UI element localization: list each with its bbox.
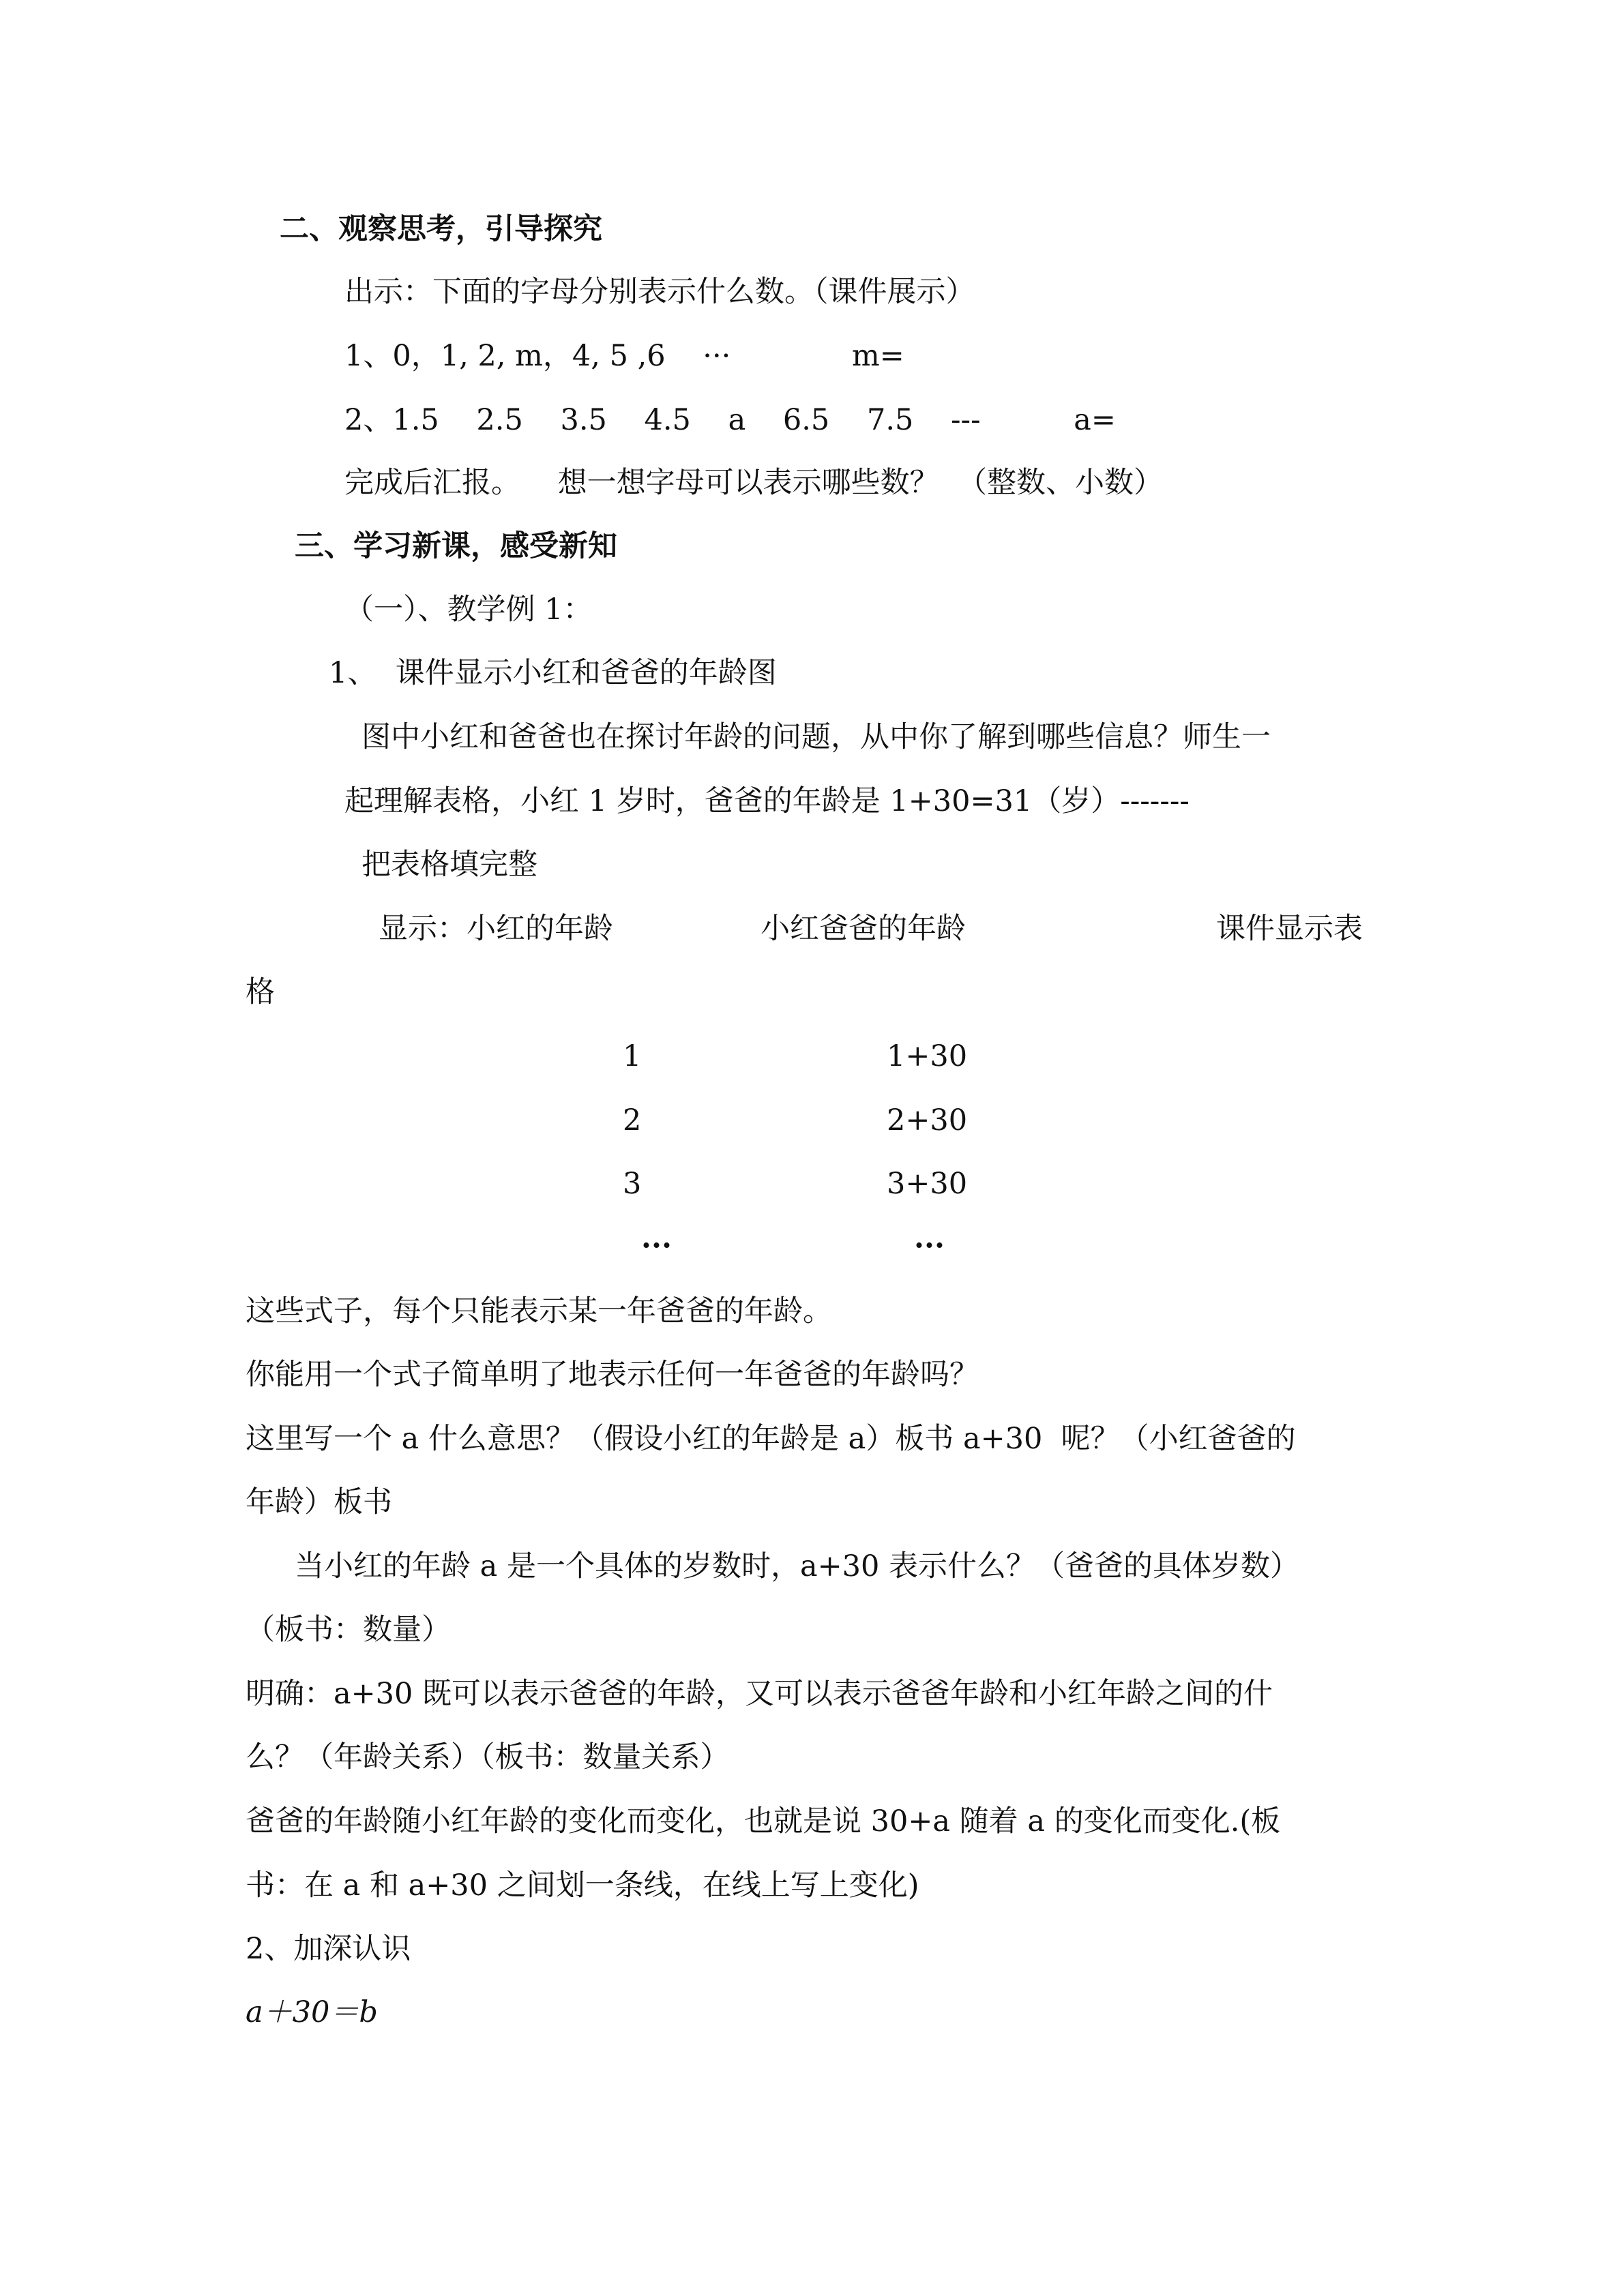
paragraph-clarify-line2: 么？（年龄关系）（板书：数量关系） bbox=[246, 1740, 730, 1774]
paragraph-quantity-line1: 当小红的年龄 a 是一个具体的岁数时，a+30 表示什么？（爸爸的具体岁数） bbox=[295, 1549, 1300, 1583]
paragraph-show-prompt: 出示：下面的字母分别表示什么数。（课件展示） bbox=[344, 275, 975, 309]
table-cell-child: 2 bbox=[623, 1103, 642, 1137]
table-header-child-age: 显示：小红的年龄 bbox=[379, 912, 613, 946]
table-cell-child: 1 bbox=[623, 1039, 642, 1073]
table-header-dad-age: 小红爸爸的年龄 bbox=[761, 912, 966, 946]
table-cell-dad: 1+30 bbox=[887, 1039, 968, 1073]
sequence-1: 1、0，1, 2, m，4, 5 ,6 ··· m= bbox=[344, 339, 904, 373]
table-cell-dad: 3+30 bbox=[887, 1167, 968, 1201]
note-courseware-table: 课件显示表 bbox=[1216, 912, 1363, 946]
table-cell-dad: ··· bbox=[914, 1229, 945, 1263]
paragraph-change-line1: 爸爸的年龄随小红年龄的变化而变化，也就是说 30+a 随着 a 的变化而变化.(板 bbox=[246, 1804, 1281, 1838]
paragraph-fill-table: 把表格填完整 bbox=[361, 848, 537, 882]
paragraph-question: 你能用一个式子简单明了地表示任何一年爸爸的年龄吗？ bbox=[246, 1358, 979, 1392]
list-item-1: 1、 课件显示小红和爸爸的年龄图 bbox=[329, 656, 777, 690]
paragraph-age-info-line1: 图中小红和爸爸也在探讨年龄的问题，从中你了解到哪些信息？师生一 bbox=[361, 720, 1271, 754]
sequence-2: 2、1.5 2.5 3.5 4.5 a 6.5 7.5 --- a= bbox=[344, 403, 1116, 437]
subsection-example-1: （一）、教学例 1： bbox=[344, 593, 593, 627]
paragraph-meaning-of-a-line1: 这里写一个 a 什么意思？（假设小红的年龄是 a）板书 a+30 呢？（小红爸爸的 bbox=[246, 1422, 1296, 1456]
formula: a＋30＝b bbox=[246, 1995, 378, 2029]
paragraph-quantity-line2: （板书：数量） bbox=[246, 1613, 451, 1647]
paragraph-report: 完成后汇报。 想一想字母可以表示哪些数？ （整数、小数） bbox=[344, 466, 1164, 500]
paragraph-each-formula: 这些式子，每个只能表示某一年爸爸的年龄。 bbox=[246, 1294, 832, 1328]
paragraph-meaning-of-a-line2: 年龄）板书 bbox=[246, 1485, 392, 1519]
paragraph-clarify-line1: 明确：a+30 既可以表示爸爸的年龄，又可以表示爸爸年龄和小红年龄之间的什 bbox=[246, 1677, 1273, 1711]
table-cell-child: ··· bbox=[641, 1229, 672, 1263]
note-courseware-table-cont: 格 bbox=[246, 975, 275, 1009]
section-heading-2: 二、观察思考，引导探究 bbox=[280, 212, 602, 246]
list-item-2: 2、加深认识 bbox=[246, 1932, 411, 1966]
paragraph-age-info-line2: 起理解表格，小红 1 岁时，爸爸的年龄是 1+30=31（岁）------- bbox=[344, 784, 1190, 818]
table-cell-child: 3 bbox=[623, 1167, 642, 1201]
table-cell-dad: 2+30 bbox=[887, 1103, 968, 1137]
paragraph-change-line2: 书：在 a 和 a+30 之间划一条线，在线上写上变化) bbox=[246, 1868, 919, 1903]
section-heading-3: 三、学习新课，感受新知 bbox=[295, 529, 617, 563]
